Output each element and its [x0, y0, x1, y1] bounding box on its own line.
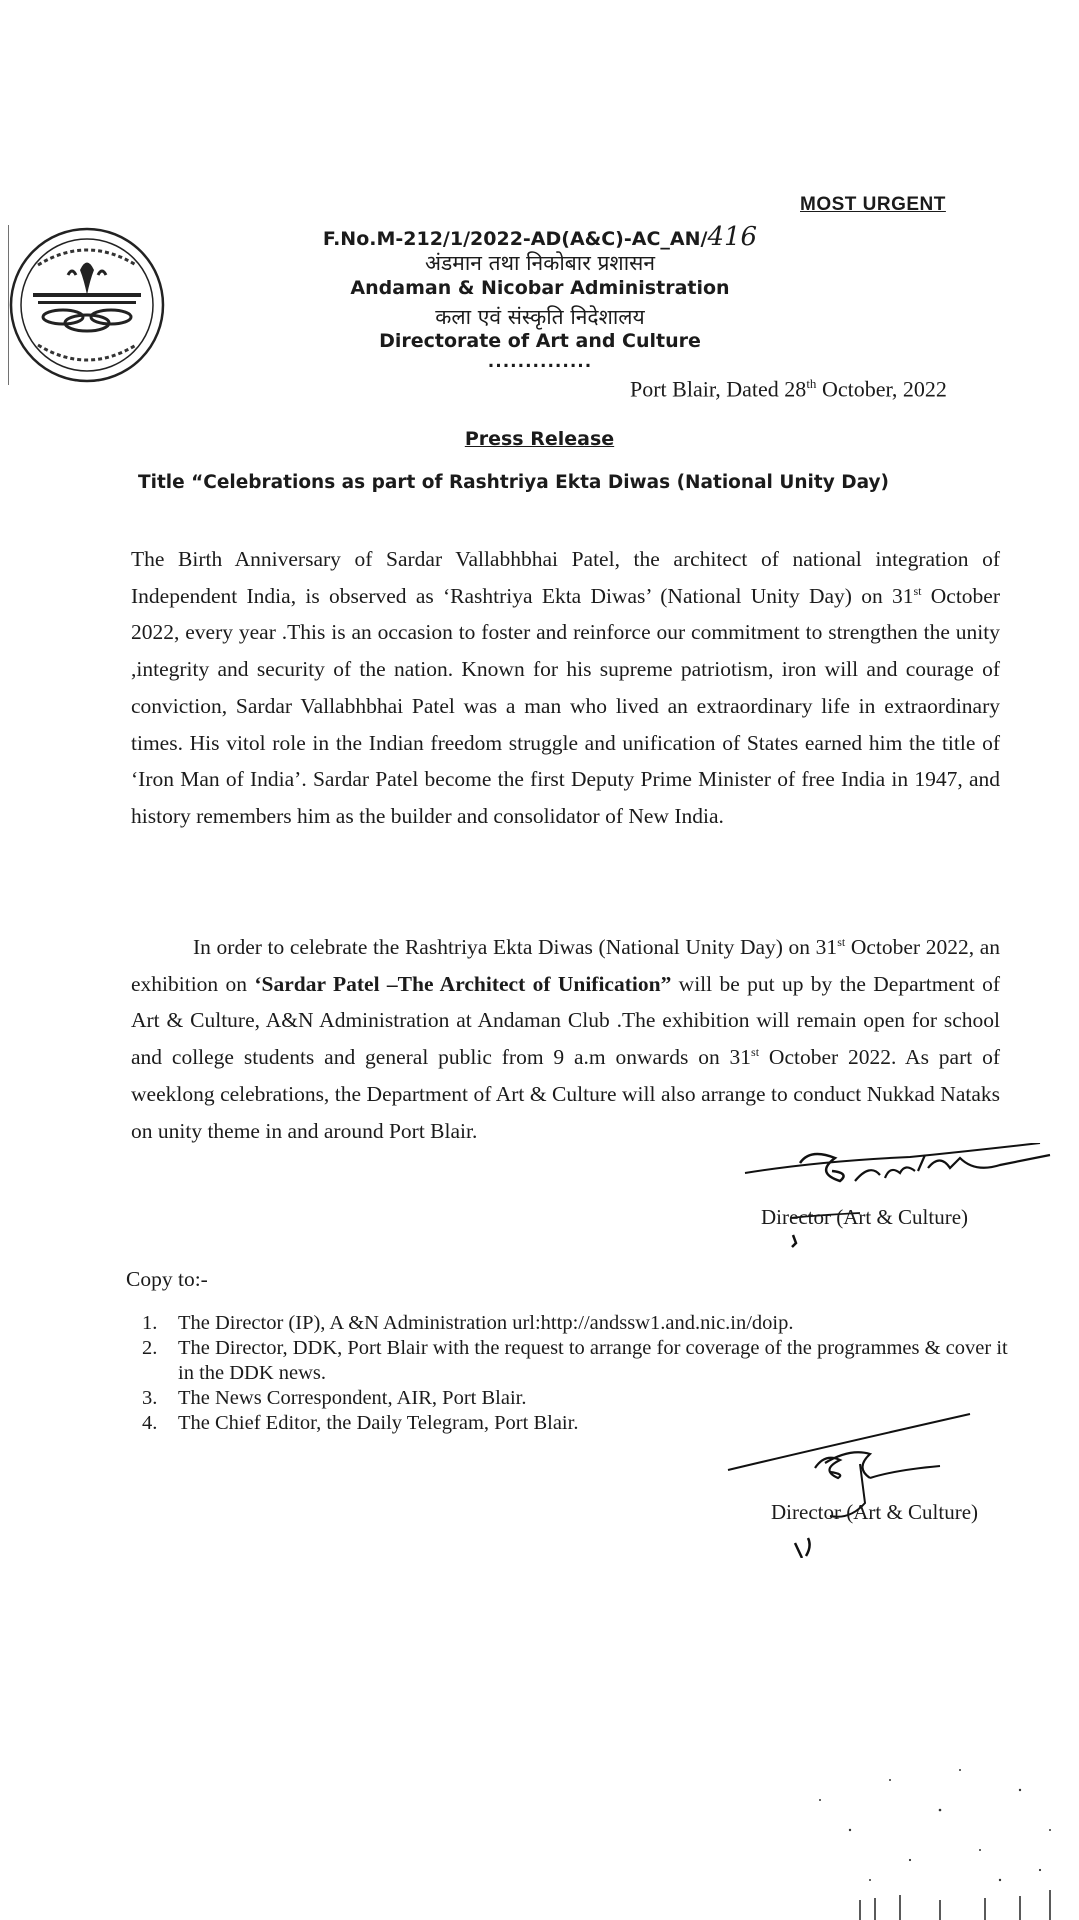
director-signature-1 — [740, 1143, 1060, 1253]
scan-noise-decoration — [780, 1740, 1079, 1920]
file-number: F.No.M-212/1/2022-AD(A&C)-AC_AN/416 — [322, 222, 758, 252]
hindi-administration-name: अंडमान तथा निकोबार प्रशासन — [425, 251, 655, 275]
header-separator: .............. — [487, 352, 593, 372]
handwritten-file-suffix: 416 — [707, 222, 758, 252]
administration-name: Andaman & Nicobar Administration — [350, 277, 730, 299]
press-release-heading: Press Release — [464, 428, 615, 450]
body-paragraph-2: In order to celebrate the Rashtriya Ekta Diwas (National Unity Day) on 31st October 2022, an exhibition on ‘Sardar Patel –The Architect of Unification” will be put up by the Department of Art & Culture, A&N Administration at Andaman Club .The exhibition will remain open for school and college students and general public from 9 a.m onwards on 31st October 2022. As part of weeklong celebrations, the Department of Art & Culture will also arrange to conduct Nukkad Nataks on unity theme in and around Port Blair. — [131, 934, 1001, 1143]
signatory-designation-2: Director (Art & Culture) — [771, 1500, 979, 1524]
signatory-designation-1: Director (Art & Culture) — [761, 1205, 969, 1229]
list-item: 2. The Director, DDK, Port Blair with the request to arrange for coverage of the programmes & cover it in the DDK news. — [142, 1337, 1008, 1384]
issue-date: Port Blair, Dated 28th October, 2022 — [630, 376, 947, 402]
directorate-name: Directorate of Art and Culture — [379, 330, 701, 352]
list-item: 3. The News Correspondent, AIR, Port Blair. — [142, 1387, 527, 1409]
urgency-label: MOST URGENT — [800, 194, 946, 215]
department-seal-logo — [8, 225, 166, 385]
body-paragraph-1: The Birth Anniversary of Sardar Vallabhbhai Patel, the architect of national integration of Independent India, is observed as ‘Rashtriya Ekta Diwas’ (National Unity Day) on 31st October 2022, every year .This is an occasion to foster and reinforce our commitment to strengthen the unity ,integrity and security of the nation. Known for his supreme patriotism, iron will and courage of conviction, Sardar Vallabhbhai Patel was a man who lived an extraordinary life in extraordinary times. His vitol role in the Indian freedom struggle and unification of States earned him the title of ‘Iron Man of India’. Sardar Patel become the first Deputy Prime Minister of free India in 1947, and history remembers him as the builder and consolidator of New India. — [131, 547, 1000, 828]
director-signature-2 — [720, 1408, 980, 1558]
hindi-directorate-name: कला एवं संस्कृति निदेशालय — [435, 305, 645, 329]
press-release-title: Title “Celebrations as part of Rashtriya Ekta Diwas (National Unity Day) — [138, 472, 889, 493]
copy-to-label: Copy to:- — [126, 1267, 208, 1291]
list-item: 4. The Chief Editor, the Daily Telegram, Port Blair. — [142, 1412, 579, 1434]
list-item: 1. The Director (IP), A &N Administration url:http://andssw1.and.nic.in/doip. — [142, 1312, 794, 1334]
